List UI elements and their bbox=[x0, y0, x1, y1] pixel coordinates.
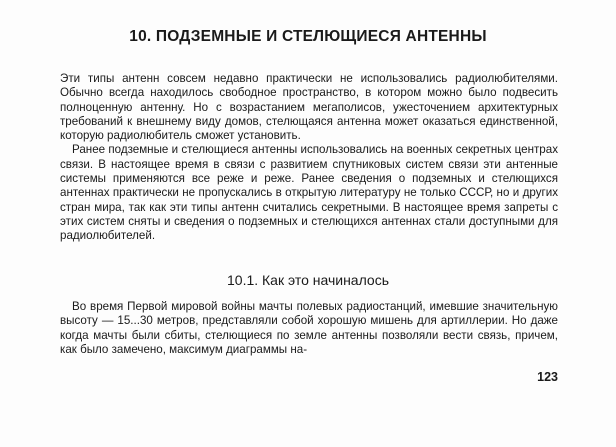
section-text bbox=[60, 300, 558, 357]
page-number: 123 bbox=[537, 370, 558, 384]
paragraph-history: Ранее подземные и стелющиеся антенны использовались на военных секретных центрах связи. В настоящее время в связи с развитием спутниковых систем связи эти антенные системы применяются все реже и реже. Ранее сведения о подземных и стелющихся антеннах практически не пропускались в открытую литературу не только СССР, но и других стран мира, так как эти типы антенн считались секретными. В настоящее время запреты с этих систем сняты и сведения о подземных и стелющихся антеннах стали доступными для радиолюбителей. bbox=[60, 143, 558, 243]
paragraph-intro: Эти типы антенн совсем недавно практически не использовались радиолюбителями. Обычно всегда находилось свободное пространство, в котором можно было подвесить полноценную антенну. Но с возрастанием мегаполисов, ужесточением архитектурных требований к внешнему виду домов, стелющаяся антенна может оказаться единственной, которую радиолюбитель сможет установить. bbox=[60, 72, 558, 143]
chapter-intro-text bbox=[60, 72, 558, 244]
paragraph-section-start: Во время Первой мировой войны мачты полевых радиостанций, имевшие значительную высоту — 15...30 метров, представляли собой хорошую мишень для артиллерии. Но даже когда мачты были сбиты, стелющиеся по земле антенны позволяли вести связь, причем, как было замечено, максимум диаграммы на- bbox=[60, 300, 558, 356]
section-title: 10.1. Как это начиналось bbox=[227, 272, 389, 288]
chapter-title: 10. ПОДЗЕМНЫЕ И СТЕЛЮЩИЕСЯ АНТЕННЫ bbox=[129, 28, 487, 45]
